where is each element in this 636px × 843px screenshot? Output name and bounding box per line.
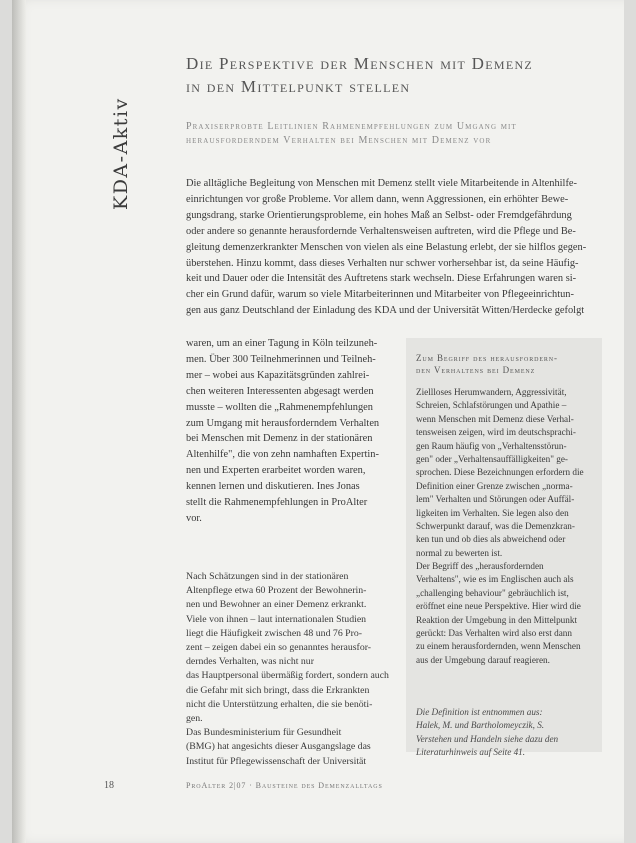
text-line: eröffnet eine neue Perspektive. Hier wird die <box>416 601 581 612</box>
text-line: die Gefahr mit sich bringt, dass die Erkrankten <box>186 684 370 696</box>
text-line: nicht die Unterstützung erhalten, die sie benöti- <box>186 698 373 710</box>
title-line: Die Perspektive der Menschen mit Demenz <box>186 54 534 73</box>
text-line: Altenpflege etwa 60 Prozent der Bewohnerin- <box>186 585 367 597</box>
text-line: Schreien, Schlafstörungen und Apathie – <box>416 400 567 411</box>
text-line: Nach Schätzungen sind in der stationären <box>186 571 349 582</box>
text-line: aus der Umgebung darauf reagieren. <box>416 654 550 665</box>
text-line: derndes Verhalten, was nicht nur <box>186 656 314 668</box>
subtitle-line: herausforderndem Verhalten bei Menschen mit Demenz vor <box>186 135 492 146</box>
text-line: überstehen. Hinzu kommt, dass dieses Verhalten nur schwer vorhersehbar ist, da seine Häufig- <box>186 257 579 269</box>
text-line: Definition einer Grenze zwischen „norma- <box>416 480 573 491</box>
running-footer: ProAlter 2|07 · Bausteine des Demenzalltags <box>186 781 383 790</box>
text-line: vor. <box>186 512 202 524</box>
text-line: „challenging behaviour" gebräuchlich ist, <box>416 587 569 598</box>
section-label: KDA-Aktiv <box>110 97 132 210</box>
text-line: Verstehen und Handeln siehe dazu den <box>416 733 559 744</box>
article-subtitle <box>186 120 596 148</box>
text-line: men. Über 300 Teilnehmerinnen und Teilneh- <box>186 353 376 365</box>
text-line: ken tun und ob dies als abweichend oder <box>416 534 566 545</box>
text-line: Ziellloses Herumwandern, Aggressivität, <box>416 387 567 397</box>
text-line: Der Begriff des „herausfordernden <box>416 561 544 571</box>
text-line: gen" oder „Verhaltensauffälligkeiten" ge- <box>416 454 568 465</box>
text-line: bei Menschen mit Demenz in der stationären <box>186 433 373 445</box>
text-line: wenn Menschen mit Demenz diese Verhal- <box>416 413 574 424</box>
page-number: 18 <box>104 780 114 791</box>
text-line: nen und Experten erarbeitet worden waren, <box>186 465 366 477</box>
text-line: Die alltägliche Begleitung von Menschen mit Demenz stellt viele Mitarbeitende in Altenhilfe- <box>186 178 577 189</box>
text-line: musste – wollten die „Rahmenempfehlungen <box>186 401 373 413</box>
text-line: gen. <box>186 713 203 725</box>
text-line: gen Raum häufig von „Verhaltensstörun- <box>416 440 567 451</box>
main-text-column <box>186 570 389 769</box>
info-box <box>406 338 602 758</box>
text-line: Schwerpunkt darauf, was die Demenzkran- <box>416 521 575 532</box>
text-line: liegt die Häufigkeit zwischen 48 und 76 Pro- <box>186 627 363 639</box>
title-line: in den Mittelpunkt stellen <box>186 77 411 96</box>
text-line: gleitung demenzerkrankter Menschen von vielen als eine Belastung erlebt, der sie hilflos gegen- <box>186 241 587 253</box>
text-line: cher ein Grund dafür, warum so viele Mitarbeiterinnen und Mitarbeiter von Pflegeeinrichtun- <box>186 289 574 301</box>
text-line: Reaktion der Umgebung in den Mittelpunkt <box>416 614 578 625</box>
text-line: Institut für Pflegewissenschaft der Universität <box>186 755 367 767</box>
text-line: zu einem herausfordernden, wenn Menschen <box>416 641 581 652</box>
text-line: oder andere so genannte herausfordernde Verhaltensweisen auftreten, wird die Pflege und Be- <box>186 225 576 237</box>
info-box-source-note <box>416 706 558 760</box>
heading-line: Zum Begriff des herausfordern- <box>416 353 558 363</box>
info-box-text-continued <box>416 560 581 667</box>
info-box-text <box>416 386 584 560</box>
text-line: normal zu bewerten ist. <box>416 547 503 558</box>
text-line: stellt die Rahmenempfehlungen in ProAlter <box>186 497 368 509</box>
text-line: gungsdrang, starke Orientierungsprobleme, ein hohes Maß an Selbst- oder Fremdgefährdung <box>186 209 572 221</box>
text-line: (BMG) hat angesichts dieser Ausgangslage das <box>186 741 371 753</box>
text-line: Altenhilfe", die von zehn namhaften Expertin- <box>186 449 379 461</box>
text-line: mer – wobei aus Kapazitätsgründen zahlrei- <box>186 369 370 381</box>
text-line: das Hauptpersonal übermäßig fordert, sondern auch <box>186 670 389 682</box>
info-box-heading <box>416 352 558 376</box>
text-line: sprochen. Diese Bezeichnungen erfordern die <box>416 467 584 478</box>
text-line: gen aus ganz Deutschland der Einladung des KDA und der Universität Witten/Herdecke gefolgt <box>186 305 585 317</box>
text-line: lem" Verhalten und Störungen oder Auffäl- <box>416 494 575 505</box>
text-line: Viele von ihnen – laut internationalen Studien <box>186 613 367 625</box>
text-line: zent – zeigen dabei ein so genanntes herausfor- <box>186 642 372 654</box>
text-line: Verhaltens", wie es im Englischen auch als <box>416 574 574 585</box>
subtitle-line: Praxiserprobte Leitlinien Rahmenempfehlungen zum Umgang mit <box>186 121 517 132</box>
text-line: Halek, M. und Bartholomeyczik, S. <box>416 720 545 731</box>
intro-paragraph-continued <box>186 336 379 527</box>
text-line: chen weiteren Interessenten abgesagt werden <box>186 385 374 397</box>
text-line: nen und Bewohner an einer Demenz erkrankt. <box>186 599 367 611</box>
text-line: gerückt: Das Verhalten wird also erst dann <box>416 628 572 639</box>
page-spine-shadow <box>12 0 26 843</box>
text-line: kennen lernen und diskutieren. Ines Jonas <box>186 481 360 493</box>
text-line: Die Definition ist entnommen aus: <box>416 707 543 717</box>
text-line: keit und Dauer oder die Intensität des Auftretens stark wechseln. Diese Erfahrungen waren si- <box>186 273 577 285</box>
intro-paragraph <box>186 176 586 319</box>
text-line: Das Bundesministerium für Gesundheit <box>186 727 342 739</box>
text-line: zum Umgang mit herausforderndem Verhalten <box>186 417 380 429</box>
heading-line: den Verhaltens bei Demenz <box>416 365 536 375</box>
text-line: ligkeiten im Verhalten. Sie legen also den <box>416 507 569 518</box>
text-line: einrichtungen vor große Probleme. Vor allem dann, wenn Aggressionen, ein erhöhter Bewe- <box>186 193 569 205</box>
text-line: waren, um an einer Tagung in Köln teilzuneh- <box>186 338 378 349</box>
document-page <box>12 0 624 843</box>
article-title <box>186 52 596 98</box>
text-line: Literaturhinweis auf Seite 41. <box>416 747 526 758</box>
text-line: tensweisen zeigen, wird im deutschsprachi- <box>416 427 576 438</box>
